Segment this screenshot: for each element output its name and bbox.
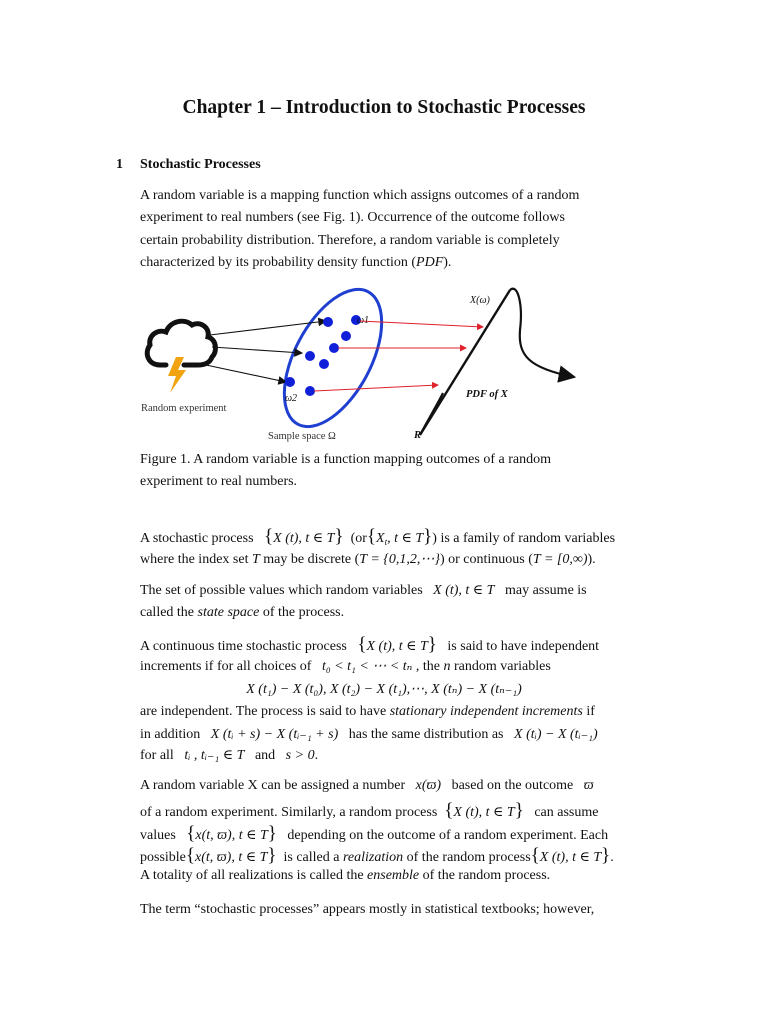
increments-equation: X (t₁) − X (t₀), X (t₂) − X (t₁),⋯, X (tₙ) − X (tₙ₋₁) — [246, 682, 522, 697]
math-expression: tᵢ , tᵢ₋₁ ∈ T — [184, 748, 245, 763]
set-expression: X — [376, 531, 385, 546]
text-span: ). — [443, 255, 452, 270]
text-span: A random variable X can be assigned a number — [140, 778, 406, 793]
brace: } — [423, 526, 433, 547]
text-span: , the — [415, 659, 440, 674]
text-span: may assume is — [504, 583, 587, 598]
text-span: and — [254, 748, 276, 763]
text-span: ) or continuous ( — [439, 552, 533, 567]
text-span: possible — [140, 850, 186, 865]
omega2-label: ω2 — [285, 393, 298, 404]
text-span: (or — [350, 531, 367, 546]
figure-random-variable-mapping — [138, 275, 588, 450]
outcome-point — [341, 331, 351, 341]
outcome-point — [329, 343, 339, 353]
brace: } — [514, 800, 524, 821]
text-span: The set of possible values which random variables — [140, 583, 423, 598]
text-span: . — [610, 850, 614, 865]
continuous-set: T = [0,∞) — [532, 552, 588, 567]
set-expression: , t ∈ T — [387, 531, 424, 546]
ensemble-term: ensemble — [367, 868, 420, 883]
state-space-term: state space — [197, 605, 260, 620]
mapping-arrow — [314, 385, 438, 391]
text-line — [140, 658, 551, 675]
set-expression: X (t), t ∈ T — [366, 639, 428, 654]
sample-space-label: Sample space Ω — [268, 431, 336, 442]
caption-line: Figure 1. A random variable is a function mapping outcomes of a random — [140, 452, 551, 467]
n-symbol: n — [443, 659, 451, 674]
text-line — [140, 801, 599, 821]
text-span: characterized by its probability density function ( — [140, 255, 417, 270]
text-line — [140, 255, 451, 271]
text-line — [140, 868, 550, 884]
brace: } — [334, 526, 344, 547]
outcome-point — [285, 377, 295, 387]
text-span: A stochastic process — [140, 531, 254, 546]
pdf-of-x-label: PDF of X — [466, 389, 508, 400]
math-expression: X (t), t ∈ T — [433, 583, 495, 598]
text-span: of the random process — [406, 850, 531, 865]
brace: { — [186, 823, 196, 844]
text-span: in addition — [140, 727, 201, 742]
pdf-tail — [420, 393, 443, 435]
sample-space-ellipse — [264, 275, 402, 442]
brace: } — [267, 845, 277, 866]
set-expression: X (t), t ∈ T — [539, 850, 602, 865]
brace: } — [267, 823, 277, 844]
discrete-set: T = {0,1,2,⋯} — [359, 552, 440, 567]
set-expression: x(t, ϖ), t ∈ T — [195, 850, 268, 865]
text-line: A random variable is a mapping function which assigns outcomes of a random — [140, 188, 580, 203]
math-expression: s > 0 — [285, 748, 315, 763]
arrow-to-omega2 — [206, 365, 286, 382]
outcome-point — [319, 359, 329, 369]
text-span: A totality of all realizations is called the — [140, 868, 364, 883]
brace: { — [185, 845, 196, 866]
text-span: is said to have independent — [447, 639, 600, 654]
math-expression: X (tᵢ + s) − X (tᵢ₋₁ + s) — [210, 727, 339, 742]
math-expression: t₀ < t₁ < ⋯ < tₙ — [321, 659, 413, 674]
outcome-point — [305, 386, 315, 396]
text-line — [140, 778, 594, 794]
text-span: may be discrete ( — [263, 552, 360, 567]
paragraph-terminology: The term “stochastic processes” appears mostly in statistical textbooks; however, — [140, 902, 595, 917]
text-span: of the random process. — [422, 868, 551, 883]
section-number: 1 — [116, 157, 123, 172]
index-set-symbol: T — [251, 552, 260, 567]
text-span: if — [586, 704, 595, 719]
r-label: R — [414, 430, 422, 441]
arrow-to-point — [212, 347, 302, 353]
caption-line: experiment to real numbers. — [140, 474, 298, 489]
text-span: has the same distribution as — [348, 727, 504, 742]
text-span: is called a — [283, 850, 340, 865]
text-span: A continuous time stochastic process — [140, 639, 347, 654]
text-span: depending on the outcome of a random experiment. Each — [287, 828, 609, 843]
section-title: Stochastic Processes — [140, 157, 261, 172]
brace: { — [366, 526, 377, 547]
outcome-point — [305, 351, 315, 361]
text-line — [140, 551, 596, 568]
pdf-term: PDF — [416, 255, 444, 270]
brace: { — [530, 845, 540, 866]
chapter-title: Chapter 1 – Introduction to Stochastic Processes — [182, 97, 586, 118]
set-expression: x(t, ϖ), t ∈ T — [195, 828, 268, 843]
text-span: . — [314, 748, 319, 763]
text-line — [140, 605, 344, 621]
text-line — [140, 846, 614, 866]
math-expression: ϖ — [583, 778, 594, 793]
brace: } — [601, 845, 611, 866]
text-span: ). — [587, 552, 596, 567]
stationary-term: stationary independent increments — [389, 704, 583, 719]
brace: { — [264, 526, 274, 547]
brace: { — [444, 800, 454, 821]
subscript: t — [384, 537, 388, 547]
text-line — [140, 747, 318, 764]
outcome-points — [285, 315, 361, 396]
pdf-curve-lower — [420, 330, 520, 435]
lightning-icon — [168, 357, 186, 393]
text-span: can assume — [534, 805, 599, 820]
math-expression: x(ϖ) — [415, 778, 442, 793]
text-line — [140, 726, 598, 743]
equation-line — [0, 681, 768, 698]
text-span: based on the outcome — [451, 778, 574, 793]
text-span: increments if for all choices of — [140, 659, 312, 674]
text-span: where the index set — [140, 552, 249, 567]
text-span: called the — [140, 605, 195, 620]
text-span: values — [140, 828, 176, 843]
realization-term: realization — [342, 850, 404, 865]
text-span: are independent. The process is said to have — [140, 704, 387, 719]
text-span: ) is a family of random variables — [432, 531, 616, 546]
x-omega-label: X(ω) — [470, 295, 490, 306]
set-expression: X (t), t ∈ T — [273, 531, 335, 546]
text-line — [140, 635, 599, 655]
brace: { — [357, 634, 367, 655]
arrow-to-omega1 — [210, 321, 326, 335]
text-span: random variables — [453, 659, 551, 674]
text-span: of the process. — [262, 605, 345, 620]
text-line: experiment to real numbers (see Fig. 1). Occurrence of the outcome follows — [140, 210, 565, 225]
set-expression: X (t), t ∈ T — [453, 805, 515, 820]
text-line — [140, 824, 608, 844]
text-line — [140, 704, 595, 720]
text-line: certain probability distribution. Therefore, a random variable is completely — [140, 233, 560, 248]
random-experiment-label: Random experiment — [141, 403, 227, 414]
outcome-point — [323, 317, 333, 327]
pdf-curve — [510, 289, 574, 377]
figure-svg — [138, 275, 588, 450]
brace: } — [427, 634, 437, 655]
text-line — [140, 527, 615, 547]
omega1-label: ω1 — [357, 315, 370, 326]
mapping-arrow — [360, 321, 483, 327]
real-axis — [420, 290, 510, 435]
math-expression: X (tᵢ) − X (tᵢ₋₁) — [514, 727, 598, 742]
text-span: for all — [140, 748, 174, 763]
text-line — [140, 582, 587, 599]
text-span: of a random experiment. Similarly, a random process — [140, 805, 438, 820]
